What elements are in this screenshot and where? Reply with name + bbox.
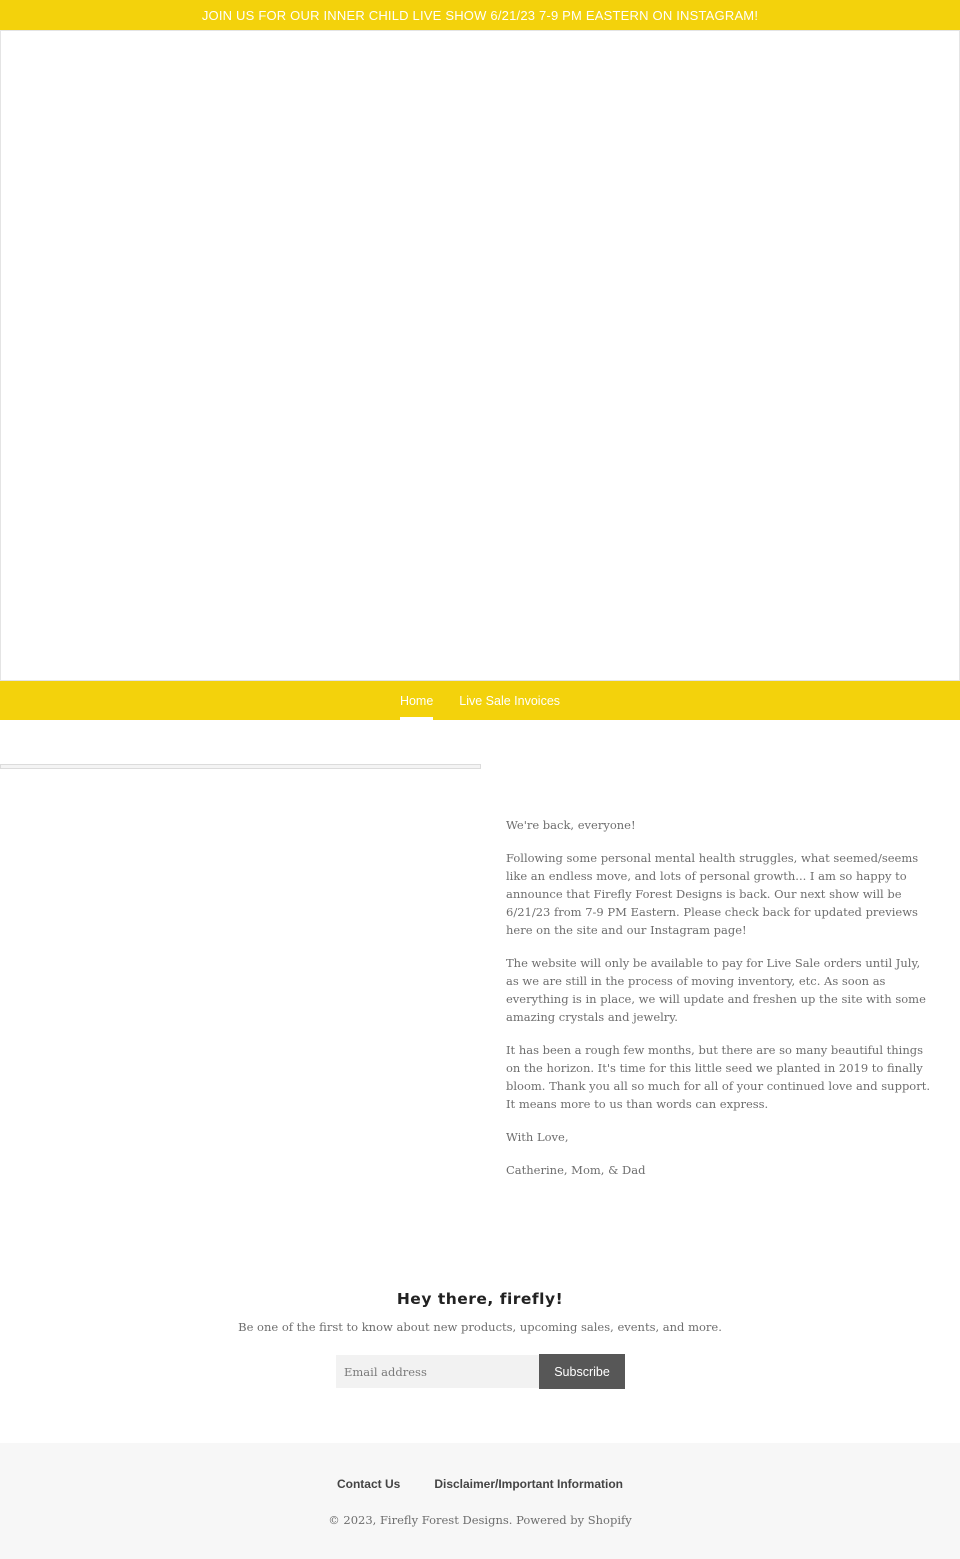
email-input[interactable] [336,1355,539,1388]
newsletter-form [336,1355,625,1389]
site-footer [0,1443,960,1559]
article-paragraph: Following some personal mental health struggles, what seemed/seems like an endless move, and lots of personal growth... I am so happy to announce that Firefly Forest Designs is back. Our next show will be 6/21/23 from 7-9 PM Eastern. Please check back for updated previews here on the site and our Instagram page! [506,851,919,937]
newsletter-section [0,1290,960,1379]
article-paragraph: With Love, [506,1130,569,1144]
newsletter-title: Hey there, firefly! [396,1290,564,1308]
announcement-bar [0,0,960,30]
subscribe-button[interactable]: Subscribe [539,1354,625,1389]
newsletter-subtitle: Be one of the first to know about new products, upcoming sales, events, and more. [238,1320,722,1334]
nav-item-live-sale-invoices[interactable]: Live Sale Invoices [459,693,561,708]
footer-link-contact-us[interactable]: Contact Us [336,1477,401,1491]
main-nav [0,681,960,720]
hero-banner [0,30,960,681]
announcement-text: JOIN US FOR OUR INNER CHILD LIVE SHOW 6/21/23 7-9 PM EASTERN ON INSTAGRAM! [201,7,759,23]
article-paragraph: The website will only be available to pay for Live Sale orders until July, as we are still in the process of moving inventory, etc. As soon as everything is in place, we will update and freshen up the site with some amazing crystals and jewelry. [506,956,926,1024]
nav-item-home[interactable]: Home [400,681,433,720]
copyright-text: © 2023, Firefly Forest Designs. Powered by Shopify [328,1513,632,1527]
article-paragraph: It has been a rough few months, but there are so many beautiful things on the horizon. It's time for this little seed we planted in 2019 to finally bloom. Thank you all so much for all of your continued love and support. It means more to us than words can express. [506,1043,931,1111]
article-signature: Catherine, Mom, & Dad [506,1163,646,1177]
article-image-frame [0,764,481,769]
article-paragraph: We're back, everyone! [506,818,636,832]
footer-links [0,1477,960,1491]
footer-link-disclaimer[interactable]: Disclaimer/Important Information [434,1477,624,1491]
article-content [506,816,936,1194]
